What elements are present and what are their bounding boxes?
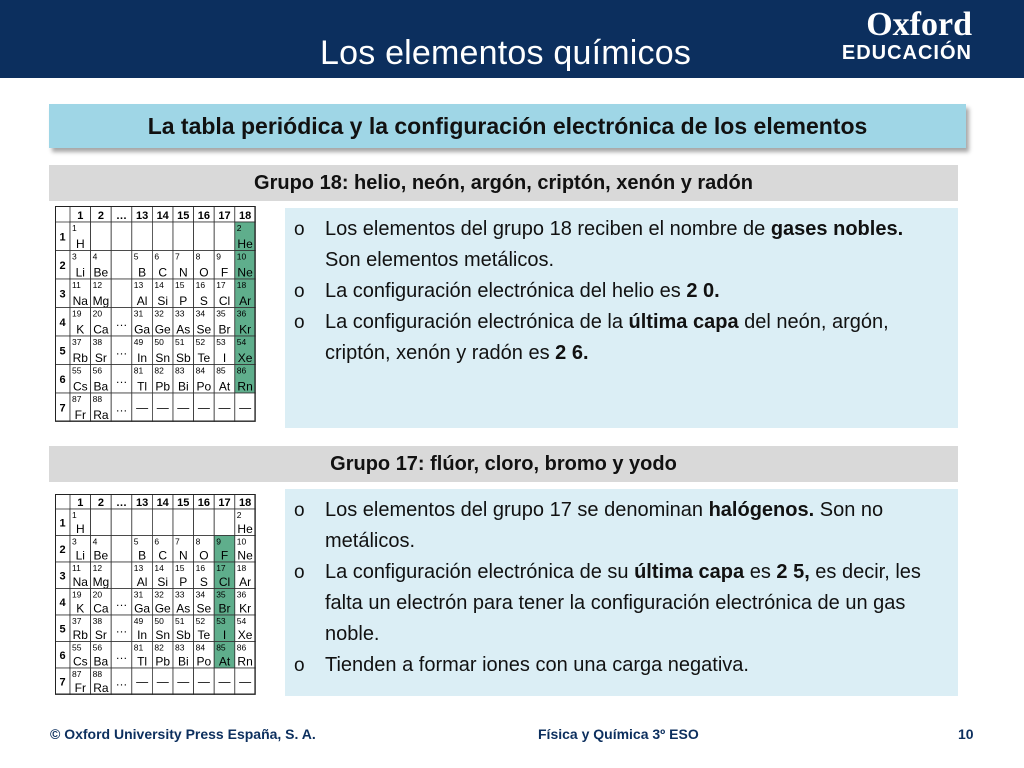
- atomic-number: 11: [72, 563, 81, 573]
- cell-filler: …: [115, 400, 128, 415]
- atomic-number: 6: [154, 251, 160, 262]
- text-segment: es: [744, 561, 777, 583]
- section-heading-group18: Grupo 18: helio, neón, argón, criptón, xenón y radón: [49, 165, 958, 201]
- cell-filler: —: [239, 400, 252, 415]
- element-symbol: Rb: [72, 628, 88, 642]
- group-header-label: 13: [135, 210, 149, 222]
- text-segment: La configuración electrónica del helio es: [325, 280, 687, 302]
- element-symbol: Sn: [155, 628, 171, 642]
- atomic-number: 17: [216, 563, 226, 573]
- element-symbol: Si: [157, 294, 169, 308]
- group-header-label: 15: [177, 497, 190, 509]
- element-symbol: P: [179, 575, 188, 589]
- cell-filler: —: [218, 400, 231, 415]
- atomic-number: 10: [236, 251, 247, 262]
- section-heading-group17: Grupo 17: flúor, cloro, bromo y yodo: [49, 446, 958, 482]
- atomic-number: 52: [195, 337, 206, 347]
- period-label: 2: [59, 543, 66, 556]
- atomic-number: 50: [154, 616, 164, 626]
- cell-filler: —: [156, 674, 169, 689]
- period-label: 6: [59, 649, 66, 662]
- period-label: 7: [59, 402, 66, 415]
- atomic-number: 49: [133, 337, 144, 347]
- group-header-label: …: [116, 497, 127, 509]
- element-symbol: Pb: [155, 654, 171, 669]
- atomic-number: 18: [236, 563, 247, 573]
- atomic-number: 85: [216, 365, 226, 376]
- atomic-number: 86: [236, 642, 247, 653]
- atomic-number: 31: [133, 589, 144, 600]
- atomic-number: 8: [195, 251, 201, 262]
- element-cell: [132, 222, 153, 251]
- element-symbol: Bi: [177, 379, 189, 394]
- atomic-number: 55: [72, 642, 82, 653]
- element-symbol: N: [178, 265, 188, 280]
- atomic-number: 18: [236, 280, 247, 290]
- text-segment: Los elementos del grupo 18 reciben el nombre de: [325, 218, 771, 240]
- atomic-number: 35: [216, 308, 226, 319]
- element-symbol: Ge: [154, 322, 171, 337]
- cell-filler: …: [115, 314, 128, 329]
- element-symbol: Cs: [72, 654, 88, 669]
- element-cell: [152, 222, 173, 251]
- logo-line1: Oxford: [866, 6, 972, 43]
- element-symbol: Bi: [177, 654, 189, 669]
- footer-copyright: © Oxford University Press España, S. A.: [50, 726, 316, 742]
- atomic-number: 4: [92, 536, 98, 547]
- atomic-number: 32: [154, 589, 164, 600]
- period-label: 4: [59, 316, 66, 329]
- atomic-number: 3: [72, 251, 77, 262]
- cell-filler: —: [156, 400, 169, 415]
- atomic-number: 3: [72, 536, 77, 547]
- atomic-number: 15: [175, 280, 185, 290]
- element-symbol: At: [218, 654, 231, 669]
- text-segment: Son elementos metálicos.: [325, 249, 555, 271]
- element-symbol: Xe: [237, 351, 253, 365]
- group-header-label: 17: [218, 497, 231, 509]
- element-symbol: In: [137, 351, 148, 365]
- element-symbol: In: [137, 628, 148, 642]
- atomic-number: 88: [92, 669, 103, 679]
- atomic-number: 83: [175, 365, 185, 376]
- atomic-number: 16: [195, 563, 206, 573]
- atomic-number: 20: [92, 308, 103, 319]
- period-label: 3: [59, 570, 66, 583]
- atomic-number: 7: [175, 536, 180, 547]
- atomic-number: 54: [236, 616, 247, 626]
- element-symbol: Po: [196, 654, 212, 669]
- text-segment: del neón, argón, criptón, xenón y radón es: [325, 311, 889, 364]
- atomic-number: 11: [72, 280, 81, 290]
- text-segment: Los elementos del grupo 17 se denominan: [325, 499, 709, 521]
- atomic-number: 33: [175, 308, 185, 319]
- atomic-number: 52: [195, 616, 206, 626]
- element-symbol: Te: [197, 351, 211, 365]
- element-symbol: Sr: [94, 351, 107, 365]
- bold-text: última capa: [628, 311, 739, 333]
- element-symbol: Kr: [239, 601, 252, 616]
- element-symbol: Ne: [237, 265, 253, 280]
- element-symbol: Ra: [93, 681, 109, 695]
- element-symbol: Po: [196, 379, 212, 394]
- element-cell: [91, 222, 112, 251]
- element-symbol: Br: [218, 601, 231, 616]
- period-label: 5: [59, 623, 66, 636]
- bold-text: gases nobles.: [770, 218, 904, 240]
- element-symbol: Br: [218, 322, 231, 337]
- element-symbol: Sb: [175, 351, 191, 365]
- element-symbol: Li: [75, 548, 85, 563]
- period-label: 4: [59, 596, 66, 609]
- element-symbol: F: [220, 265, 229, 280]
- element-symbol: Mg: [92, 294, 110, 308]
- element-symbol: F: [220, 548, 229, 563]
- element-symbol: Na: [72, 575, 88, 589]
- element-symbol: Cl: [218, 294, 231, 308]
- element-cell: [111, 562, 132, 589]
- atomic-number: 20: [92, 589, 103, 600]
- element-symbol: Si: [157, 575, 169, 589]
- cell-filler: —: [218, 674, 231, 689]
- group-header-label: 18: [238, 497, 252, 509]
- cell-filler: —: [239, 674, 252, 689]
- element-symbol: Sn: [155, 351, 171, 365]
- bold-text: halógenos.: [708, 499, 815, 521]
- period-label: 3: [59, 288, 66, 301]
- bullet-item: [325, 557, 928, 650]
- atomic-number: 37: [72, 337, 82, 347]
- cell-filler: —: [177, 674, 190, 689]
- bold-text: 2 0.: [686, 280, 720, 302]
- element-symbol: Al: [136, 294, 148, 308]
- atomic-number: 2: [236, 510, 242, 520]
- periodic-table-group18: [55, 206, 267, 424]
- atomic-number: 38: [92, 337, 103, 347]
- cell-filler: …: [115, 647, 128, 662]
- atomic-number: 16: [195, 280, 206, 290]
- element-symbol: K: [76, 601, 85, 616]
- element-symbol: Ca: [93, 322, 109, 337]
- period-label: 5: [59, 345, 66, 358]
- oxford-logo: [842, 8, 972, 64]
- atomic-number: 56: [92, 365, 103, 376]
- atomic-number: 50: [154, 337, 164, 347]
- atomic-number: 51: [175, 616, 185, 626]
- atomic-number: 81: [133, 365, 144, 376]
- element-cell: [194, 222, 215, 251]
- atomic-number: 8: [195, 536, 201, 547]
- cell-filler: —: [136, 674, 149, 689]
- atomic-number: 87: [72, 669, 82, 679]
- group-header-label: 13: [135, 497, 149, 509]
- atomic-number: 9: [216, 536, 221, 547]
- element-symbol: Kr: [239, 322, 252, 337]
- bullet-item: [325, 307, 928, 369]
- element-symbol: Ga: [134, 322, 151, 337]
- element-symbol: As: [176, 601, 191, 616]
- element-symbol: Rb: [72, 351, 88, 365]
- atomic-number: 9: [216, 251, 221, 262]
- element-symbol: B: [138, 548, 147, 563]
- atomic-number: 17: [216, 280, 226, 290]
- group-header-label: 2: [97, 497, 104, 509]
- element-symbol: Sr: [94, 628, 107, 642]
- atomic-number: 34: [195, 589, 206, 600]
- atomic-number: 38: [92, 616, 103, 626]
- element-symbol: At: [218, 379, 231, 394]
- group-header-label: 1: [77, 210, 84, 222]
- element-cell: [214, 509, 235, 536]
- element-cell: [173, 222, 194, 251]
- element-symbol: Sb: [175, 628, 191, 642]
- atomic-number: 5: [133, 251, 139, 262]
- element-symbol: Se: [196, 601, 212, 616]
- atomic-number: 55: [72, 365, 82, 376]
- element-symbol: Fr: [74, 681, 86, 695]
- element-cell: [173, 509, 194, 536]
- atomic-number: 14: [154, 280, 164, 290]
- text-segment: Son no metálicos.: [325, 499, 884, 552]
- atomic-number: 14: [154, 563, 164, 573]
- atomic-number: 49: [133, 616, 144, 626]
- atomic-number: 37: [72, 616, 82, 626]
- bullet-item: [325, 214, 928, 276]
- element-symbol: Pb: [155, 379, 171, 394]
- element-symbol: Tl: [137, 654, 148, 669]
- atomic-number: 12: [92, 280, 103, 290]
- group-header-label: 18: [238, 210, 252, 222]
- atomic-number: 84: [195, 642, 206, 653]
- element-cell: [111, 251, 132, 280]
- element-symbol: Xe: [237, 628, 253, 642]
- header-bar: [0, 0, 1024, 78]
- atomic-number: 82: [154, 642, 164, 653]
- slide-subtitle: La tabla periódica y la configuración electrónica de los elementos: [49, 104, 966, 148]
- cell-filler: —: [197, 400, 210, 415]
- element-symbol: As: [176, 322, 191, 337]
- atomic-number: 86: [236, 365, 247, 376]
- group-header-label: 14: [156, 497, 169, 509]
- atomic-number: 19: [72, 589, 82, 600]
- element-symbol: H: [75, 522, 85, 536]
- element-symbol: Cs: [72, 379, 88, 394]
- element-symbol: C: [158, 548, 168, 563]
- atomic-number: 87: [72, 394, 82, 404]
- text-segment: Tienden a formar iones con una carga negativa.: [325, 654, 749, 676]
- text-segment: es decir, les falta un electrón para tener la configuración electrónica de un gas noble.: [325, 561, 921, 645]
- group-header-label: 15: [177, 210, 190, 222]
- atomic-number: 12: [92, 563, 103, 573]
- element-symbol: B: [138, 265, 147, 280]
- group-header-label: 14: [156, 210, 169, 222]
- element-symbol: Be: [93, 265, 109, 280]
- atomic-number: 13: [133, 563, 144, 573]
- atomic-number: 1: [72, 510, 77, 520]
- cell-filler: …: [115, 371, 128, 386]
- bullet-item: [325, 495, 928, 557]
- period-label: 1: [59, 517, 66, 530]
- element-symbol: Fr: [74, 408, 86, 422]
- atomic-number: 4: [92, 251, 98, 262]
- group-header-label: …: [116, 210, 127, 222]
- atomic-number: 36: [236, 589, 247, 600]
- element-symbol: Ar: [239, 294, 252, 308]
- element-cell: [194, 509, 215, 536]
- page-title: Los elementos químicos: [320, 34, 692, 72]
- element-symbol: Cl: [218, 575, 231, 589]
- element-symbol: N: [178, 548, 188, 563]
- element-symbol: Te: [197, 628, 211, 642]
- atomic-number: 53: [216, 337, 226, 347]
- element-symbol: Al: [136, 575, 148, 589]
- atomic-number: 5: [133, 536, 139, 547]
- element-symbol: Ar: [239, 575, 252, 589]
- bold-text: 2 5,: [776, 561, 810, 583]
- element-symbol: O: [199, 548, 209, 563]
- cell-filler: …: [115, 343, 128, 358]
- cell-filler: —: [177, 400, 190, 415]
- atomic-number: 2: [236, 223, 242, 233]
- element-symbol: I: [222, 351, 227, 365]
- element-symbol: He: [237, 522, 253, 536]
- element-symbol: Ra: [93, 408, 109, 422]
- cell-filler: …: [115, 594, 128, 609]
- element-cell: [111, 279, 132, 308]
- element-symbol: S: [199, 294, 208, 308]
- atomic-number: 82: [154, 365, 164, 376]
- group-header-label: 1: [77, 497, 84, 509]
- periodic-table-group17: [55, 494, 267, 698]
- atomic-number: 88: [92, 394, 103, 404]
- atomic-number: 7: [175, 251, 180, 262]
- footer-course: Física y Química 3º ESO: [538, 726, 699, 742]
- period-label: 7: [59, 676, 66, 689]
- atomic-number: 34: [195, 308, 206, 319]
- element-cell: [111, 509, 132, 536]
- atomic-number: 51: [175, 337, 185, 347]
- element-symbol: Ge: [154, 601, 171, 616]
- atomic-number: 85: [216, 642, 226, 653]
- group-header-label: 16: [197, 210, 211, 222]
- element-cell: [111, 536, 132, 563]
- element-symbol: O: [199, 265, 209, 280]
- atomic-number: 36: [236, 308, 247, 319]
- atomic-number: 32: [154, 308, 164, 319]
- element-symbol: He: [237, 237, 253, 251]
- element-symbol: Be: [93, 548, 109, 563]
- bold-text: 2 6.: [555, 342, 589, 364]
- group-header-label: 2: [97, 210, 104, 222]
- bullet-item: [325, 650, 928, 681]
- cell-filler: —: [197, 674, 210, 689]
- atomic-number: 19: [72, 308, 82, 319]
- atomic-number: 33: [175, 589, 185, 600]
- element-symbol: Na: [72, 294, 88, 308]
- element-cell: [132, 509, 153, 536]
- element-symbol: C: [158, 265, 168, 280]
- element-cell: [111, 222, 132, 251]
- atomic-number: 15: [175, 563, 185, 573]
- element-symbol: Ba: [93, 379, 109, 394]
- element-symbol: Ba: [93, 654, 109, 669]
- atomic-number: 56: [92, 642, 103, 653]
- element-cell: [214, 222, 235, 251]
- group-header-label: 16: [197, 497, 211, 509]
- atomic-number: 54: [236, 337, 247, 347]
- element-cell: [91, 509, 112, 536]
- atomic-number: 35: [216, 589, 226, 600]
- bullet-item: [325, 276, 928, 307]
- cell-filler: —: [136, 400, 149, 415]
- atomic-number: 84: [195, 365, 206, 376]
- element-cell: [152, 509, 173, 536]
- atomic-number: 1: [72, 223, 77, 233]
- element-symbol: Rn: [237, 654, 253, 669]
- element-symbol: Ga: [134, 601, 151, 616]
- content-box-group18: [285, 208, 958, 428]
- logo-line2: EDUCACIÓN: [841, 42, 972, 64]
- atomic-number: 31: [133, 308, 144, 319]
- period-label: 6: [59, 373, 66, 386]
- footer-page-number: 10: [958, 726, 974, 742]
- element-symbol: S: [199, 575, 208, 589]
- element-symbol: K: [76, 322, 85, 337]
- atomic-number: 81: [133, 642, 144, 653]
- element-symbol: Mg: [92, 575, 110, 589]
- atomic-number: 53: [216, 616, 226, 626]
- element-symbol: P: [179, 294, 188, 308]
- element-symbol: Se: [196, 322, 212, 337]
- element-symbol: I: [222, 628, 227, 642]
- atomic-number: 83: [175, 642, 185, 653]
- element-symbol: Tl: [137, 379, 148, 394]
- element-symbol: Ca: [93, 601, 109, 616]
- atomic-number: 6: [154, 536, 160, 547]
- content-box-group17: [285, 489, 958, 696]
- cell-filler: …: [115, 674, 128, 689]
- period-label: 2: [59, 259, 66, 272]
- element-symbol: Ne: [237, 548, 253, 563]
- bold-text: última capa: [634, 561, 745, 583]
- atomic-number: 13: [133, 280, 144, 290]
- text-segment: La configuración electrónica de su: [325, 561, 635, 583]
- text-segment: La configuración electrónica de la: [325, 311, 629, 333]
- atomic-number: 10: [236, 536, 247, 547]
- element-symbol: H: [75, 237, 85, 251]
- element-symbol: Li: [75, 265, 85, 280]
- cell-filler: …: [115, 621, 128, 636]
- group-header-label: 17: [218, 210, 231, 222]
- element-symbol: Rn: [237, 379, 253, 394]
- period-label: 1: [59, 231, 66, 244]
